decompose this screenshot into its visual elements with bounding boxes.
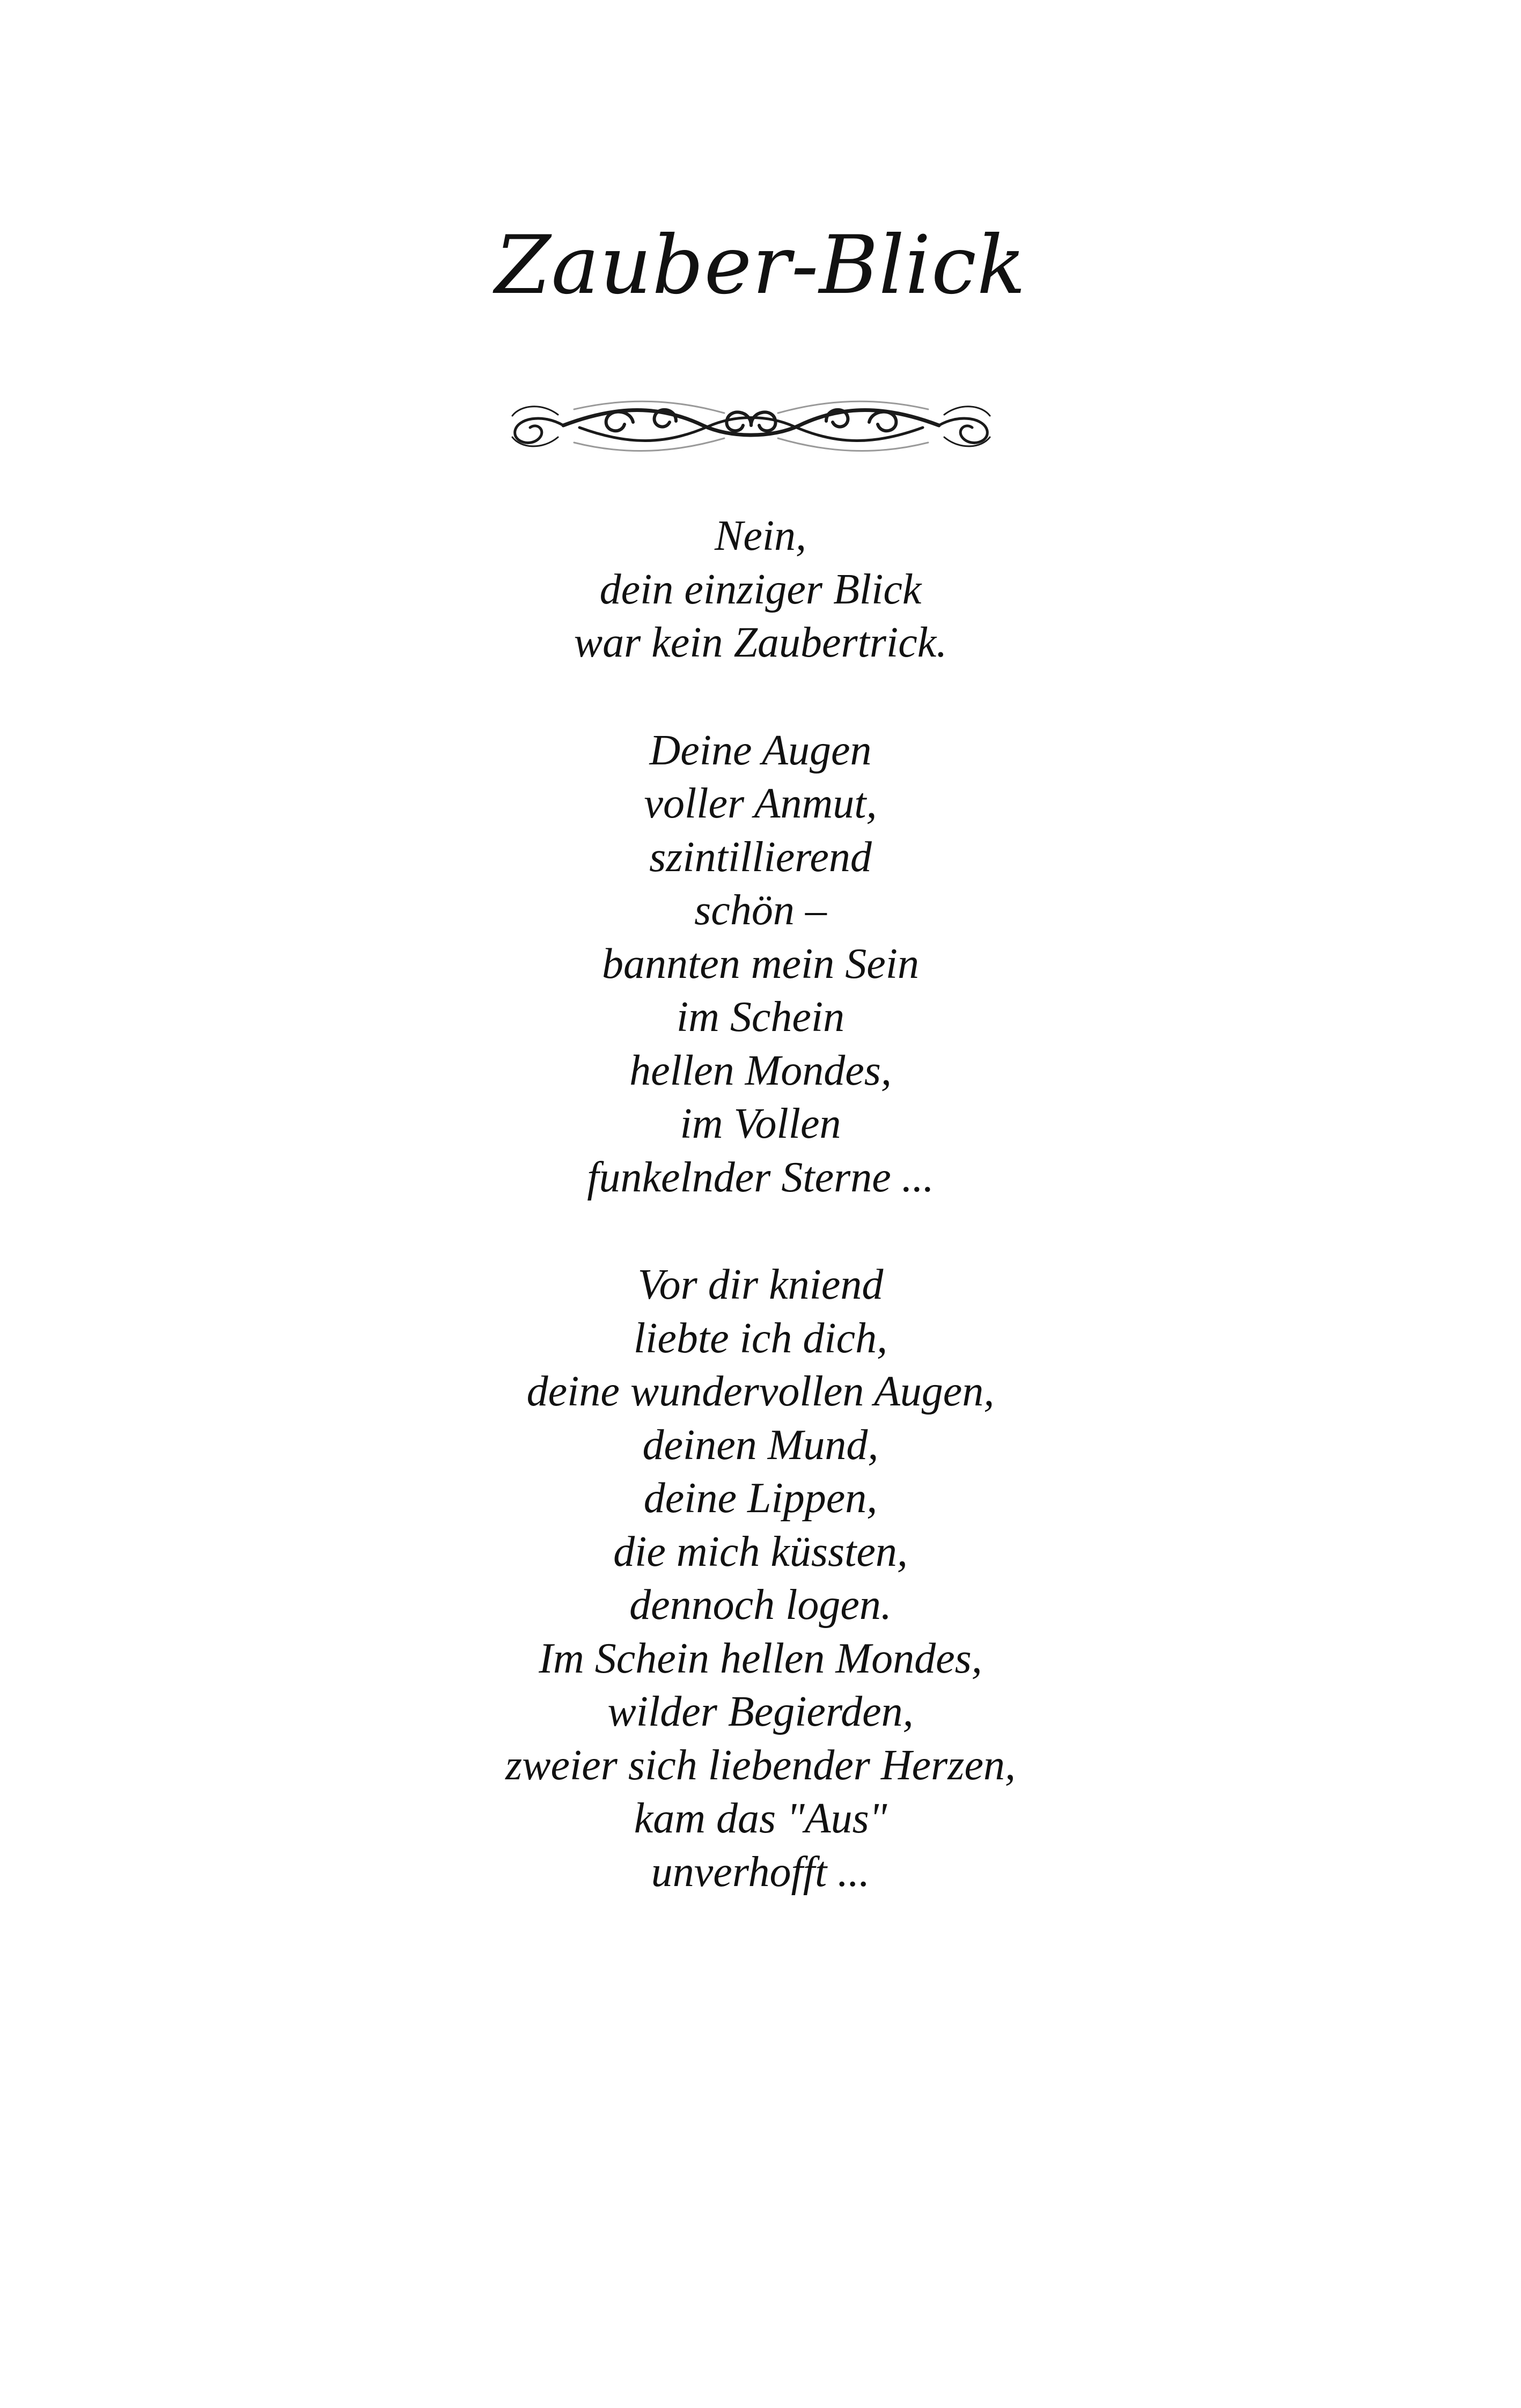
poem-line: wilder Begierden, [607, 1688, 914, 1735]
poem-line: Deine Augen [649, 726, 872, 774]
poem-body [0, 510, 1521, 1953]
poem-line: schön – [694, 887, 827, 934]
poem-line: deine wundervollen Augen, [526, 1368, 995, 1415]
flourish-divider-icon [499, 389, 1003, 461]
poem-line: Nein, [714, 512, 807, 559]
poem-line: deine Lippen, [643, 1475, 878, 1522]
poem-line: dennoch logen. [629, 1581, 892, 1629]
stanza-1 [0, 510, 1521, 670]
poem-line: hellen Mondes, [629, 1047, 892, 1094]
poem-line: Vor dir kniend [637, 1261, 884, 1308]
poem-line: deinen Mund, [642, 1421, 879, 1469]
poem-line: szintillierend [649, 833, 872, 881]
stanza-3 [0, 1258, 1521, 1899]
poem-line: dein einziger Blick [599, 565, 922, 613]
poem-line: voller Anmut, [644, 780, 877, 827]
poem-line: funkelnder Sterne ... [587, 1153, 934, 1201]
poem-line: liebte ich dich, [633, 1314, 888, 1362]
poem-line: zweier sich liebender Herzen, [505, 1741, 1016, 1789]
poem-title: Zauber-Blick [495, 219, 1026, 312]
poem-line: Im Schein hellen Mondes, [539, 1634, 982, 1682]
poem-line: im Vollen [680, 1100, 841, 1147]
poem-line: war kein Zaubertrick. [574, 619, 947, 666]
poem-line: kam das "Aus" [634, 1795, 887, 1842]
poem-line: im Schein [676, 993, 845, 1041]
poem-line: bannten mein Sein [602, 940, 919, 988]
stanza-2 [0, 724, 1521, 1205]
poem-line: unverhofft ... [651, 1848, 870, 1896]
poem-line: die mich küssten, [613, 1528, 908, 1575]
